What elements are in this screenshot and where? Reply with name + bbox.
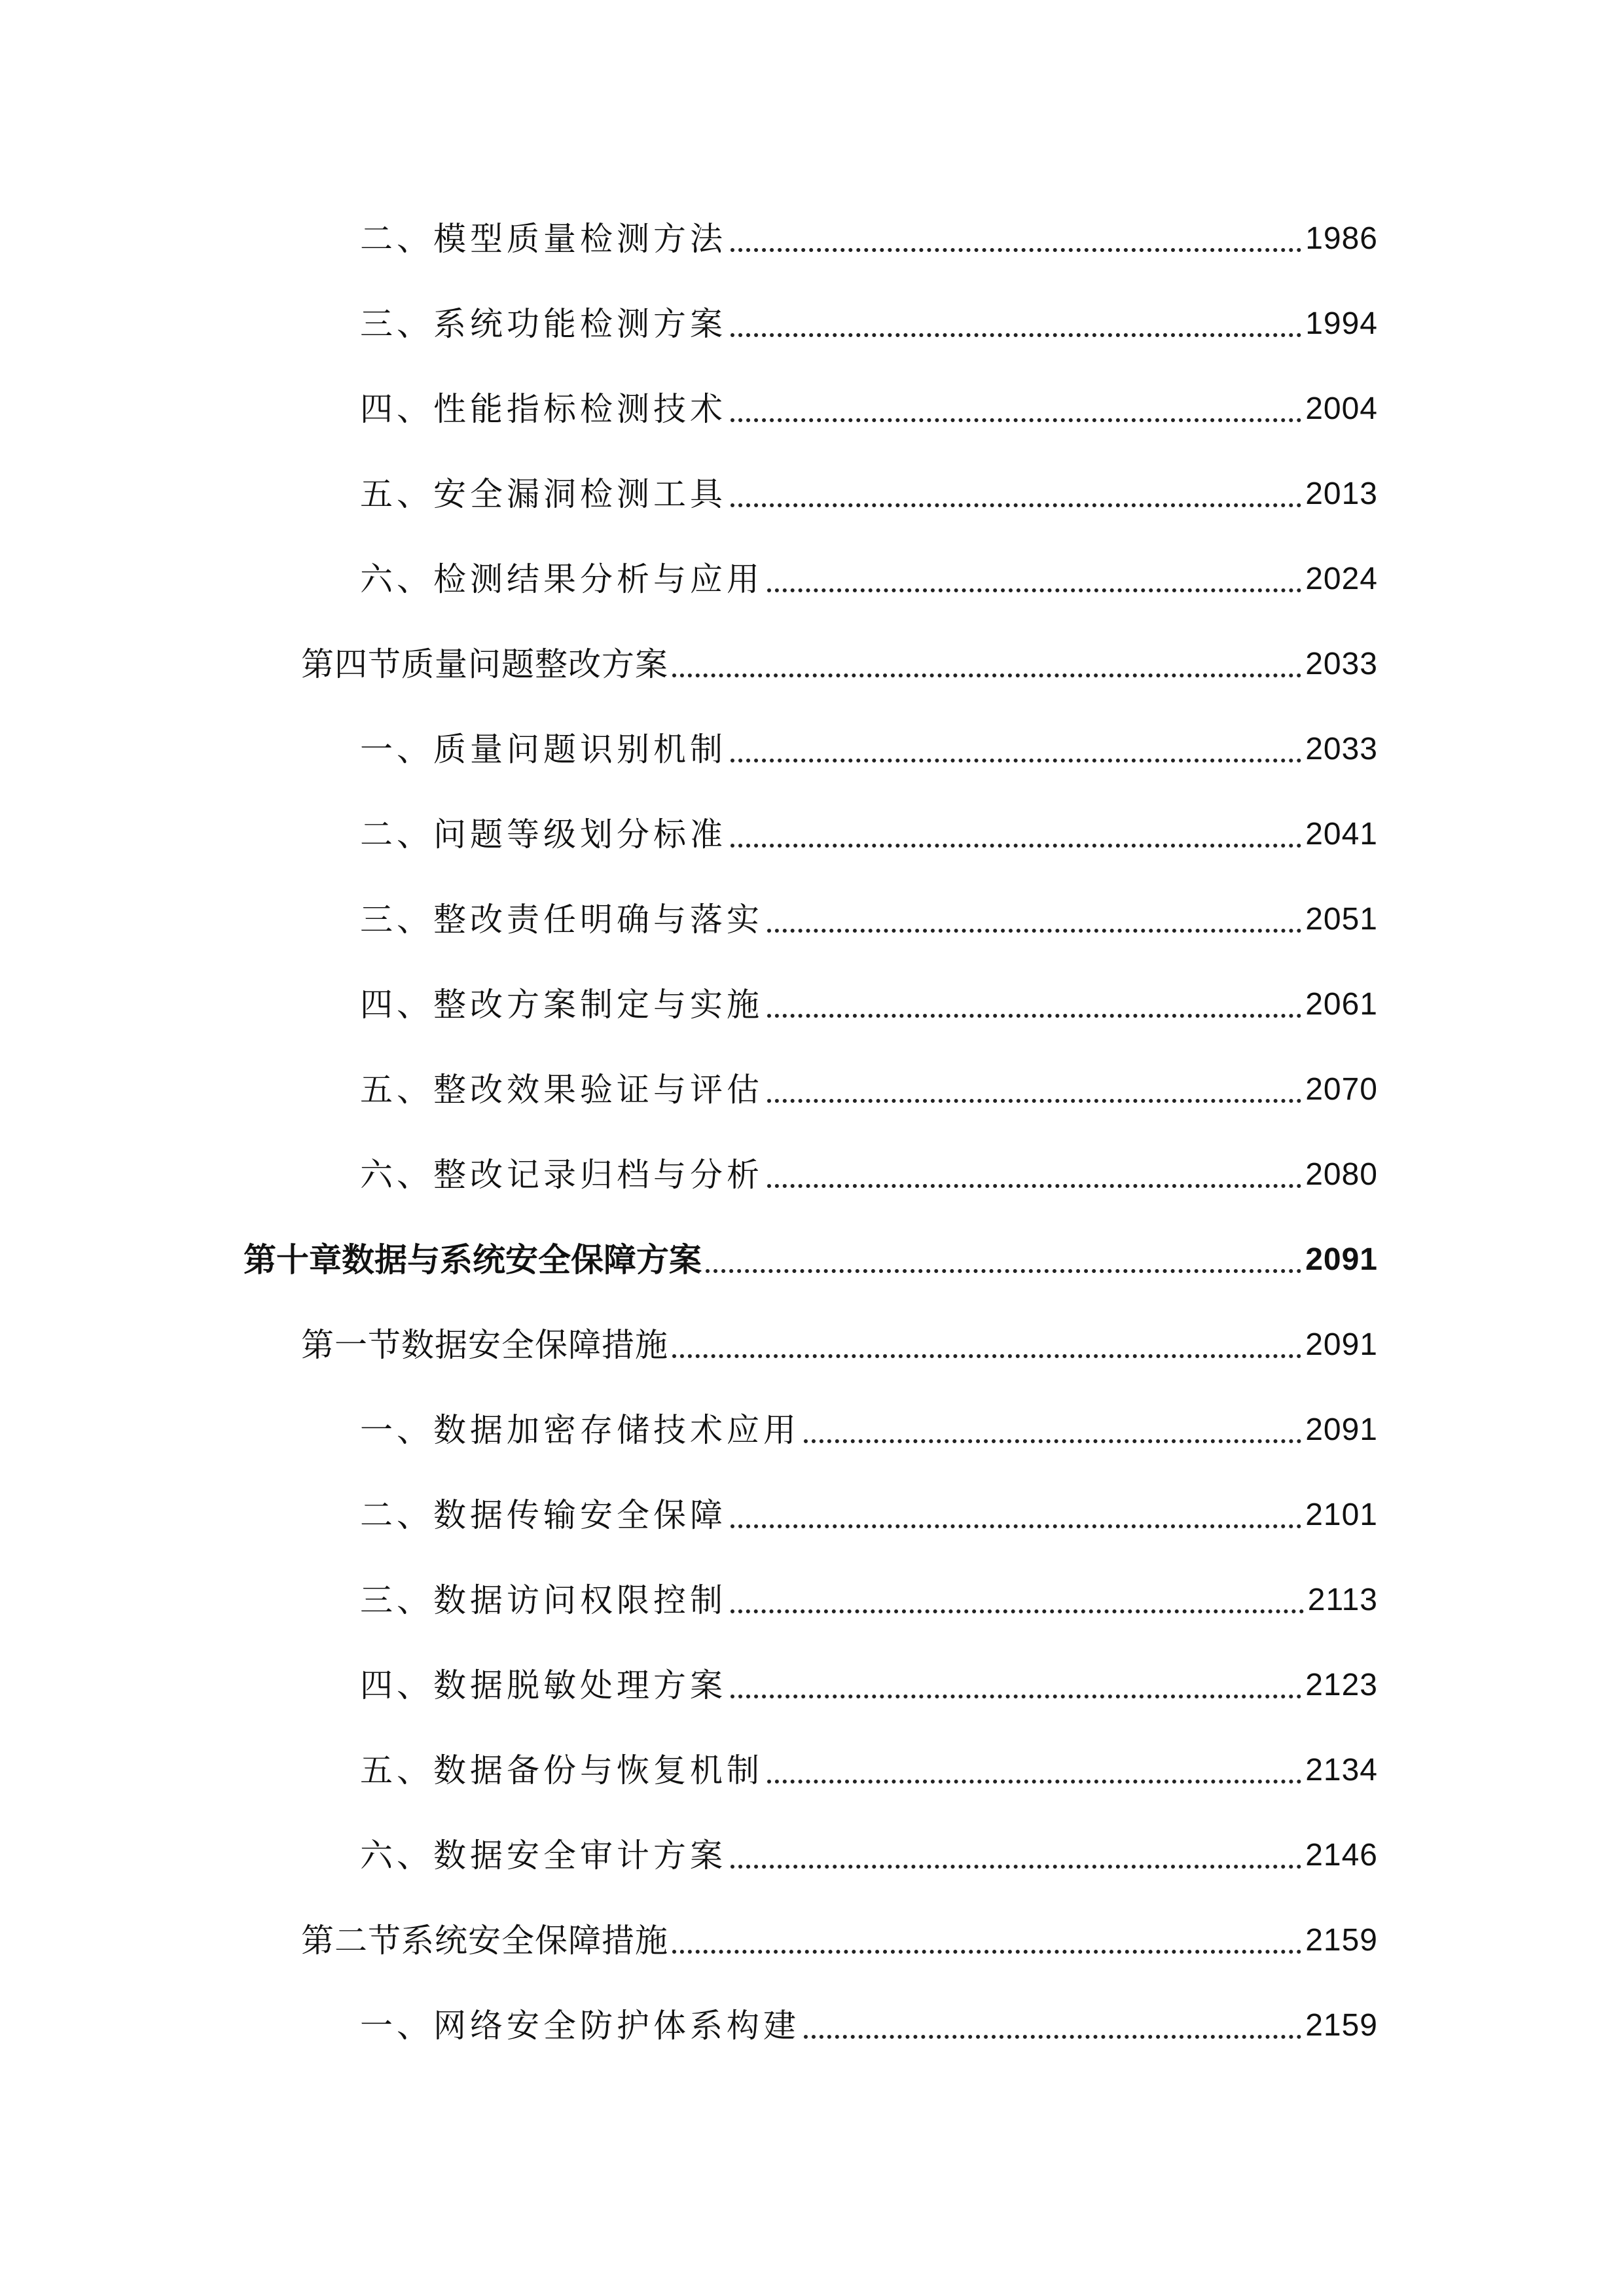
toc-entry[interactable] <box>360 1744 1378 1797</box>
toc-entry[interactable] <box>360 553 1378 605</box>
toc-leader-dots <box>767 1014 1301 1018</box>
toc-leader-dots <box>767 929 1301 933</box>
toc-entry-title: 第二节系统安全保障措施 <box>301 1922 668 1960</box>
toc-entry-title: 六、整改记录归档与分析 <box>360 1156 763 1194</box>
toc-entry[interactable] <box>360 1489 1378 1541</box>
toc-leader-dots <box>804 1439 1301 1443</box>
toc-entry-page: 1986 <box>1305 221 1378 256</box>
toc-leader-dots <box>706 1269 1301 1273</box>
toc-entry-page: 2041 <box>1305 817 1378 852</box>
toc-entry[interactable] <box>360 978 1378 1031</box>
toc-entry-title: 一、数据加密存储技术应用 <box>360 1411 800 1449</box>
toc-entry-title: 二、模型质量检测方法 <box>360 220 727 258</box>
toc-entry-title: 二、问题等级划分标准 <box>360 816 727 853</box>
toc-leader-dots <box>767 1780 1301 1784</box>
toc-leader-dots <box>731 1695 1301 1698</box>
toc-entry-title: 三、数据访问权限控制 <box>360 1581 727 1619</box>
toc-entry-title: 一、质量问题识别机制 <box>360 730 727 768</box>
toc-entry[interactable] <box>360 1064 1378 1116</box>
toc-leader-dots <box>672 1354 1301 1358</box>
toc-leader-dots <box>731 418 1301 422</box>
toc-entry-title: 四、整改方案制定与实施 <box>360 986 763 1024</box>
toc-entry-page: 2159 <box>1305 1923 1378 1958</box>
toc-entry[interactable] <box>360 808 1378 861</box>
toc-leader-dots <box>672 673 1301 677</box>
toc-entry-title: 第四节质量问题整改方案 <box>301 645 668 683</box>
toc-entry[interactable] <box>360 723 1378 776</box>
toc-entry[interactable] <box>360 468 1378 520</box>
toc-entry-title: 五、安全漏洞检测工具 <box>360 475 727 513</box>
toc-entry-page: 2091 <box>1305 1327 1378 1362</box>
toc-entry-title: 四、性能指标检测技术 <box>360 390 727 428</box>
toc-entry-page: 2134 <box>1305 1753 1378 1787</box>
toc-entry[interactable] <box>301 638 1378 691</box>
toc-entry-page: 2051 <box>1305 902 1378 937</box>
toc-entry-chapter[interactable] <box>244 1234 1378 1286</box>
toc-entry[interactable] <box>360 383 1378 435</box>
toc-entry-title: 三、整改责任明确与落实 <box>360 901 763 939</box>
toc-entry-page: 1994 <box>1305 306 1378 341</box>
toc-entry-page: 2013 <box>1305 476 1378 511</box>
toc-leader-dots <box>731 759 1301 762</box>
toc-entry-page: 2091 <box>1305 1242 1378 1277</box>
toc-entry-page: 2070 <box>1305 1072 1378 1107</box>
toc-entry[interactable] <box>301 1914 1378 1967</box>
toc-entry-title: 六、数据安全审计方案 <box>360 1837 727 1874</box>
toc-leader-dots <box>731 333 1301 337</box>
toc-leader-dots <box>672 1950 1301 1954</box>
toc-entry-title: 三、系统功能检测方案 <box>360 305 727 343</box>
toc-entry-page: 2033 <box>1305 647 1378 681</box>
toc-entry-title: 一、网络安全防护体系构建 <box>360 2007 800 2045</box>
toc-entry[interactable] <box>360 298 1378 350</box>
toc-entry[interactable] <box>360 893 1378 946</box>
toc-leader-dots <box>804 2035 1301 2039</box>
toc-entry[interactable] <box>301 1319 1378 1371</box>
toc-entry[interactable] <box>360 213 1378 265</box>
toc-entry-page: 2123 <box>1305 1668 1378 1702</box>
toc-entry-page: 2033 <box>1305 732 1378 766</box>
toc-entry-page: 2146 <box>1305 1838 1378 1873</box>
toc-entry-title: 五、整改效果验证与评估 <box>360 1071 763 1109</box>
toc-entry-title: 二、数据传输安全保障 <box>360 1496 727 1534</box>
toc-entry-page: 2080 <box>1305 1157 1378 1192</box>
toc-leader-dots <box>767 588 1301 592</box>
toc-entry-page: 2101 <box>1305 1498 1378 1532</box>
toc-entry-page: 2091 <box>1305 1412 1378 1447</box>
toc-entry-title: 第十章数据与系统安全保障方案 <box>244 1241 702 1279</box>
toc-leader-dots <box>731 1865 1301 1869</box>
toc-entry-page: 2113 <box>1307 1583 1378 1617</box>
toc-leader-dots <box>731 1524 1301 1528</box>
toc-leader-dots <box>731 844 1301 848</box>
toc-leader-dots <box>767 1184 1301 1188</box>
toc-entry[interactable] <box>360 1404 1378 1456</box>
toc-entry-page: 2159 <box>1305 2008 1378 2043</box>
toc-entry-title: 六、检测结果分析与应用 <box>360 560 763 598</box>
toc-leader-dots <box>731 503 1301 507</box>
toc-entry-page: 2061 <box>1305 987 1378 1022</box>
toc-entry[interactable] <box>360 1574 1378 1626</box>
toc-entry[interactable] <box>360 1829 1378 1882</box>
toc-leader-dots <box>731 248 1301 252</box>
toc-entry-title: 四、数据脱敏处理方案 <box>360 1666 727 1704</box>
toc-entry-page: 2004 <box>1305 391 1378 426</box>
toc-leader-dots <box>767 1099 1301 1103</box>
toc-entry[interactable] <box>360 1659 1378 1712</box>
toc-entry[interactable] <box>360 1149 1378 1201</box>
toc-entry-title: 五、数据备份与恢复机制 <box>360 1751 763 1789</box>
toc-entry[interactable] <box>360 2000 1378 2052</box>
toc-entry-title: 第一节数据安全保障措施 <box>301 1326 668 1364</box>
toc-entry-page: 2024 <box>1305 562 1378 596</box>
toc-leader-dots <box>731 1609 1304 1613</box>
